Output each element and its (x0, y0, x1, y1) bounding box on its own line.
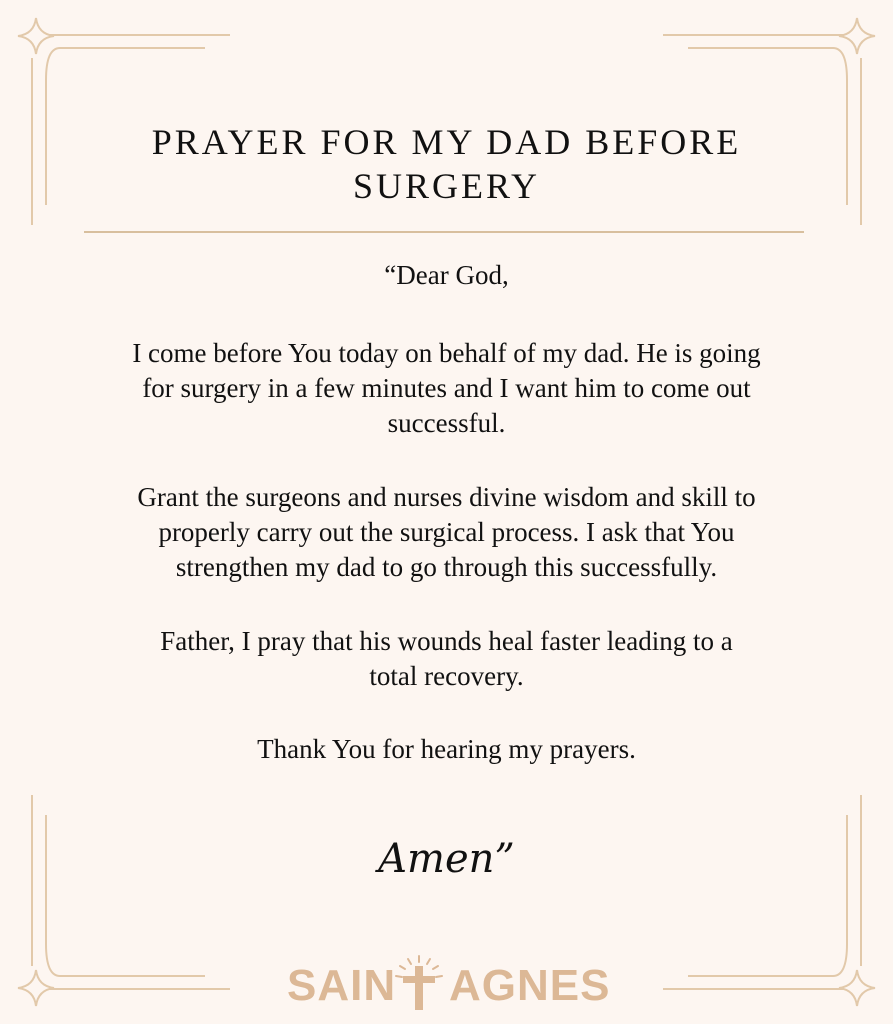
text-line: properly carry out the surgical process. I ask that You (158, 517, 735, 547)
text-line: for surgery in a few minutes and I want him to come out (142, 373, 751, 403)
title-line: SURGERY (352, 166, 541, 206)
text-line: total recovery. (369, 661, 524, 691)
text-line: Father, I pray that his wounds heal faster leading to a (160, 626, 733, 656)
star-ornament-icon (839, 18, 875, 54)
prayer-salutation (60, 258, 833, 293)
prayer-title (0, 120, 893, 208)
closing-amen: Amen” (378, 836, 515, 882)
prayer-paragraph (60, 480, 833, 585)
text-line: successful. (387, 408, 506, 438)
brand-name-part1: SAIN (287, 961, 397, 1010)
title-line: PRAYER FOR MY DAD BEFORE (151, 122, 742, 162)
star-ornament-icon (18, 18, 54, 54)
cross-sunburst-icon (394, 952, 444, 1012)
text-line: Thank You for hearing my prayers. (257, 734, 636, 764)
prayer-paragraph (60, 732, 833, 767)
title-divider (84, 231, 804, 233)
text-line: “Dear God, (384, 260, 509, 290)
text-line: I come before You today on behalf of my dad. He is going (132, 338, 761, 368)
text-line: Grant the surgeons and nurses divine wisdom and skill to (137, 482, 756, 512)
prayer-paragraph (60, 624, 833, 694)
brand-name-part2: AGNES (449, 961, 611, 1010)
prayer-paragraph (60, 336, 833, 441)
brand-logo[interactable] (0, 958, 893, 1014)
text-line: strengthen my dad to go through this successfully. (175, 552, 718, 582)
